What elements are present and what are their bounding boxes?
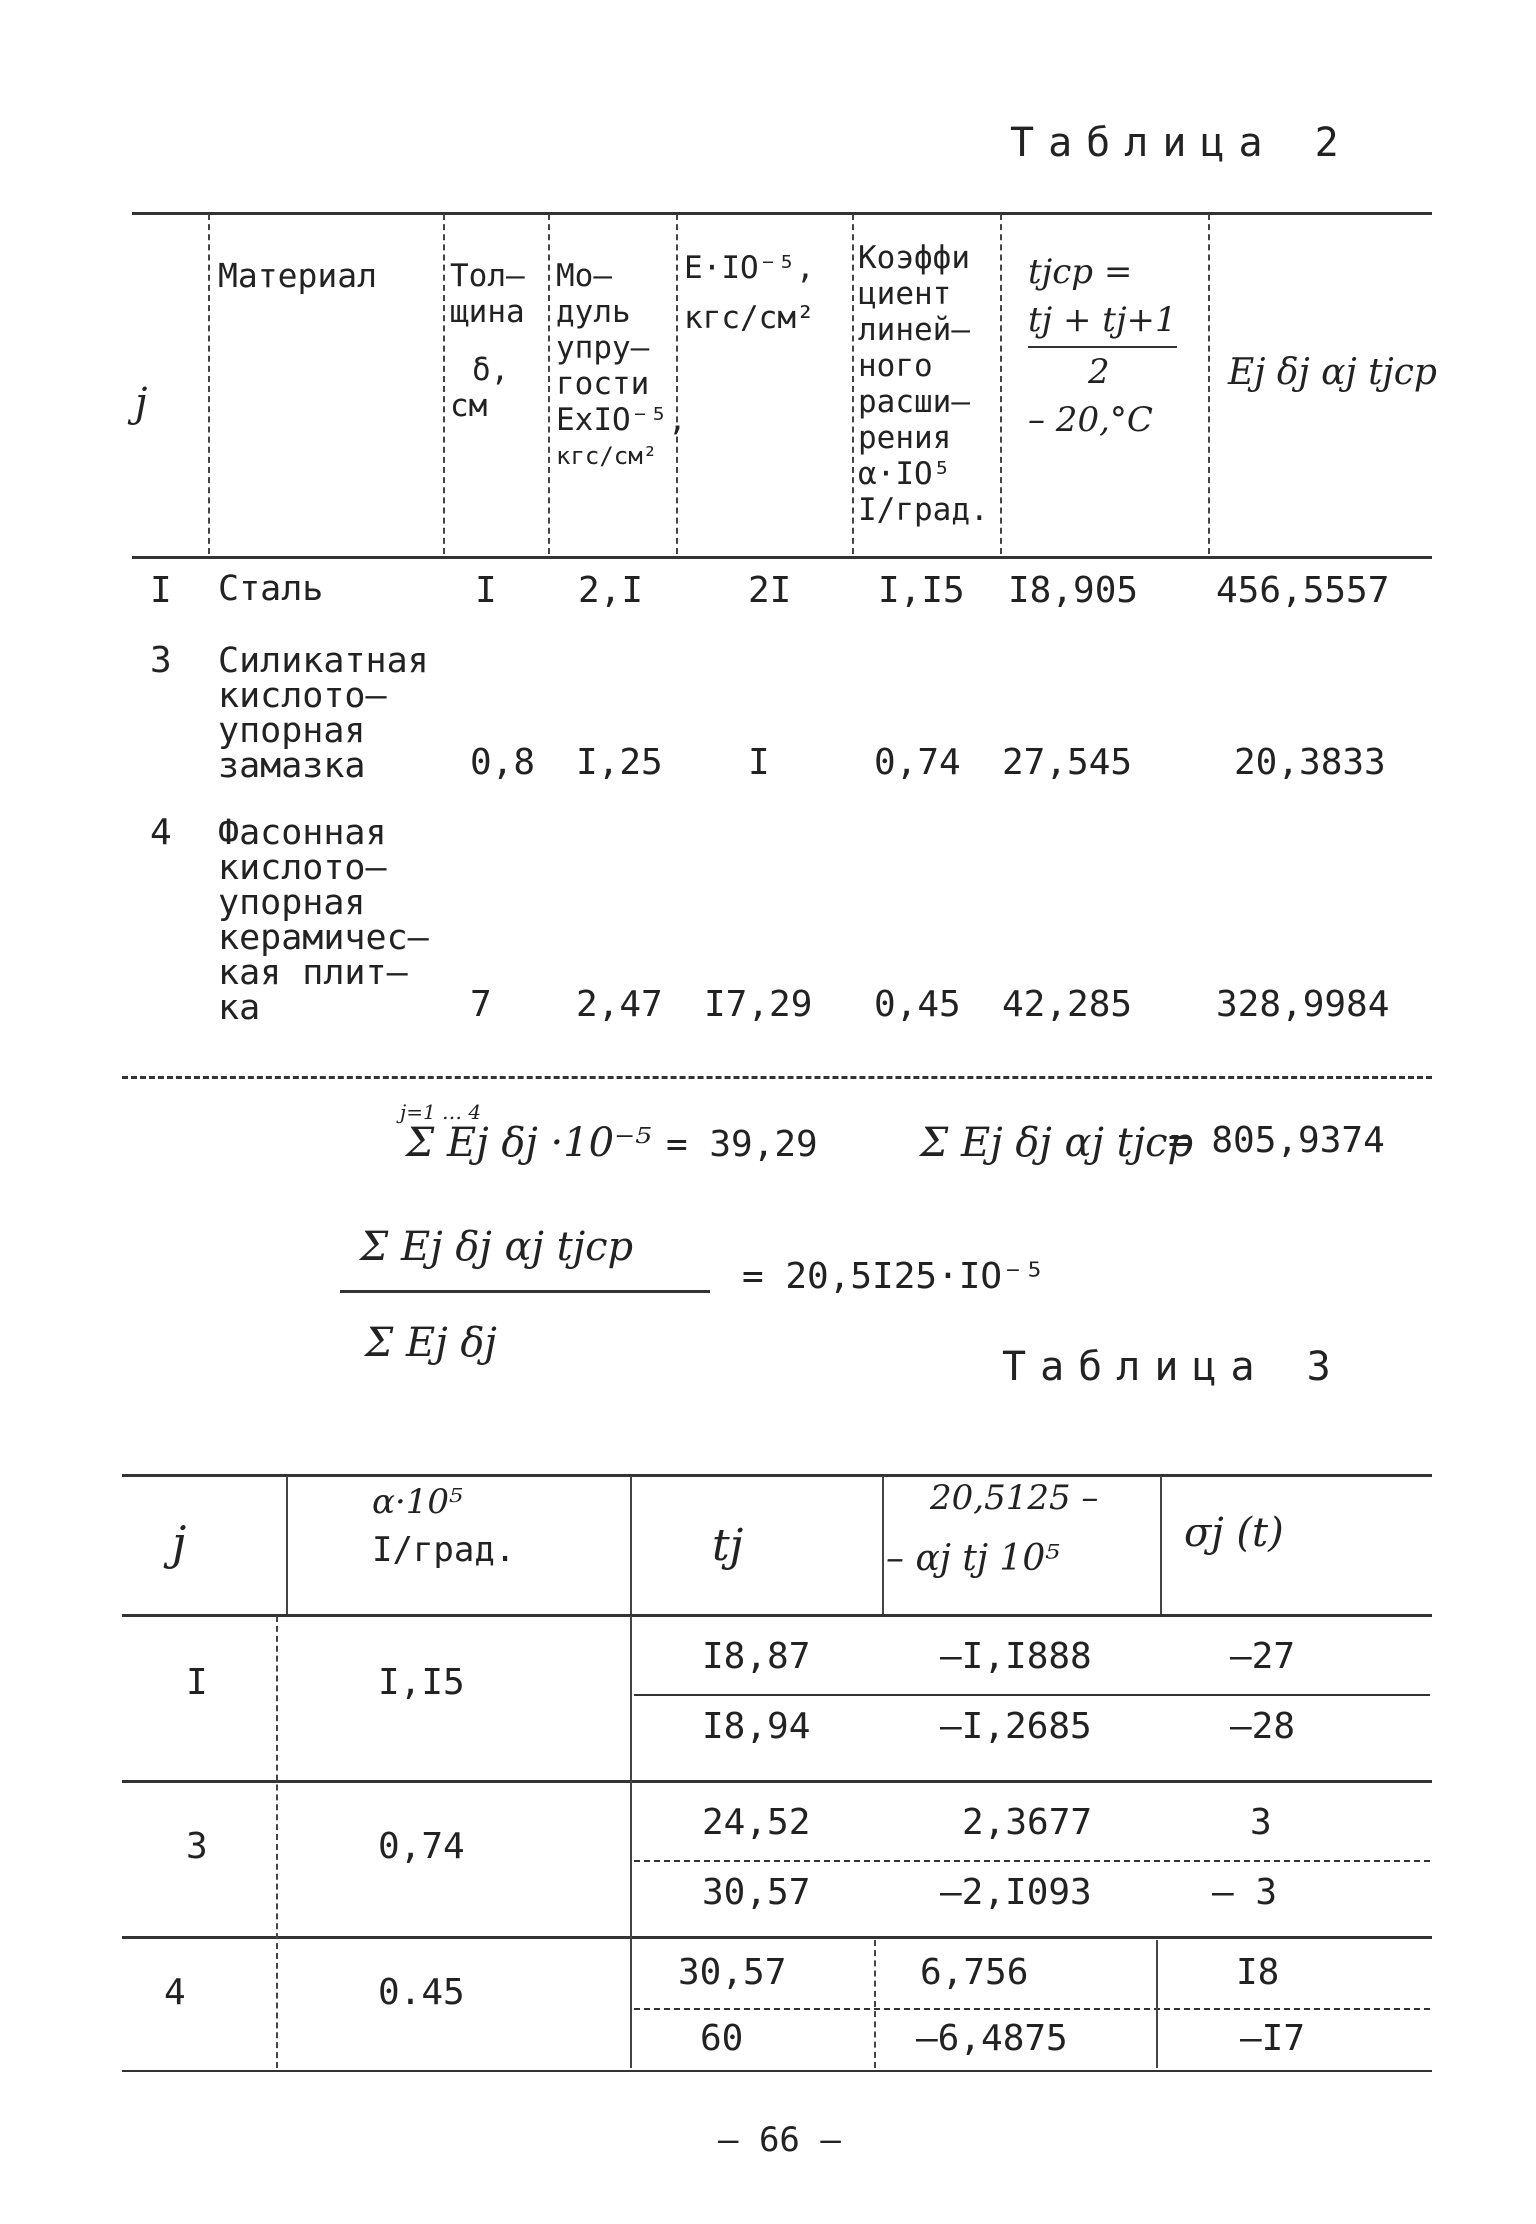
formula-ratio-denominator: Σ Ej δj bbox=[365, 1320, 497, 1366]
t2-cell-product: 456,5557 bbox=[1216, 570, 1390, 611]
formula-ratio-numerator: Σ Ej δj αj tjср bbox=[360, 1224, 634, 1270]
page-number: – 66 – bbox=[718, 2120, 841, 2160]
t3-cell-t: 30,57 bbox=[702, 1872, 811, 1913]
t3-cell-j: 4 bbox=[164, 1972, 186, 2013]
formula-sum-e-delta-alpha-t-value: = 805,9374 bbox=[1168, 1120, 1385, 1161]
table2-title: Таблица 2 bbox=[1010, 120, 1353, 166]
formula-sum-e-delta-value: = 39,29 bbox=[666, 1124, 818, 1165]
t2-cell-modulus: 2,I bbox=[578, 570, 644, 611]
t3-cell-sigma: –27 bbox=[1230, 1636, 1296, 1677]
table2-top-rule bbox=[132, 212, 1432, 215]
t2-header-thickness: Тол– щина δ, см bbox=[450, 258, 525, 424]
table3-col-divider bbox=[630, 1616, 632, 2068]
t3-header-diff-bottom: – αj tj 10⁵ bbox=[886, 1538, 1060, 1579]
t3-cell-diff: –6,4875 bbox=[916, 2018, 1068, 2059]
t3-cell-t: 60 bbox=[700, 2018, 744, 2059]
t3-cell-t: I8,87 bbox=[702, 1636, 811, 1677]
t2-header-e: E·IO⁻⁵, кгс/см² bbox=[684, 250, 815, 336]
t2-cell-tavg: 42,285 bbox=[1002, 984, 1133, 1025]
table2-col-divider bbox=[1208, 214, 1210, 554]
t2-cell-j: 4 bbox=[150, 812, 172, 853]
t2-cell-thickness: I bbox=[475, 570, 497, 611]
t2-cell-coefficient: I,I5 bbox=[878, 570, 965, 611]
t2-cell-modulus: I,25 bbox=[576, 742, 663, 783]
t2-cell-material: Силикатная кислото– упорная замазка bbox=[218, 641, 429, 786]
t2-cell-coefficient: 0,45 bbox=[874, 984, 961, 1025]
t3-row-divider bbox=[634, 1860, 1430, 1862]
formula-ratio-value: = 20,5I25·IO⁻⁵ bbox=[742, 1256, 1046, 1297]
t3-header-t: tj bbox=[712, 1520, 744, 1571]
sum-limits: j=1 … 4 bbox=[400, 1100, 482, 1124]
t3-cell-diff: 6,756 bbox=[920, 1952, 1029, 1993]
t2-header-product: Ej δj αj tjср bbox=[1228, 352, 1437, 393]
t3-cell-sigma: 3 bbox=[1250, 1802, 1272, 1843]
t2-header-material: Материал bbox=[218, 256, 377, 295]
t2-header-coefficient: Коэффи циент линей– ного расши– рения α·IO⁵ I/град. bbox=[858, 240, 989, 528]
t2-cell-coefficient: 0,74 bbox=[874, 742, 961, 783]
t2-cell-j: I bbox=[150, 570, 172, 611]
t2-cell-material: Фасонная кислото– упорная керамичес– кая плит– ка bbox=[218, 813, 429, 1028]
table3-header-rule bbox=[122, 1614, 1432, 1617]
t2-header-modulus: Мо– дуль упру– гости ExIO⁻⁵, кгс/см² bbox=[556, 258, 687, 470]
table2-bottom-rule bbox=[122, 1076, 1432, 1079]
t3-cell-diff: –I,2685 bbox=[940, 1706, 1092, 1747]
t2-cell-tavg: I8,905 bbox=[1008, 570, 1139, 611]
table2-col-divider bbox=[852, 214, 854, 554]
t2-cell-product: 328,9984 bbox=[1216, 984, 1390, 1025]
t3-cell-j: 3 bbox=[186, 1826, 208, 1867]
t3-header-j: j bbox=[172, 1516, 187, 1570]
table3-col-divider bbox=[882, 1476, 884, 1614]
t2-cell-j: 3 bbox=[150, 640, 172, 681]
t3-cell-j: I bbox=[186, 1662, 208, 1703]
t3-cell-diff: –2,I093 bbox=[940, 1872, 1092, 1913]
table2-col-divider bbox=[208, 214, 210, 554]
t3-cell-sigma: –28 bbox=[1230, 1706, 1296, 1747]
t3-cell-t: 24,52 bbox=[702, 1802, 811, 1843]
t3-cell-sigma: – 3 bbox=[1212, 1872, 1278, 1913]
t3-group-divider bbox=[122, 1936, 1432, 1939]
t2-cell-material: Сталь bbox=[218, 569, 324, 609]
formula-fraction-bar bbox=[340, 1290, 710, 1293]
t2-cell-e: I bbox=[748, 742, 770, 783]
t2-header-tavg: tjср = tj + tj+1 2 – 20,°C bbox=[1028, 252, 1177, 440]
formula-sum-e-delta-alpha-t: Σ Ej δj αj tjср bbox=[920, 1120, 1194, 1166]
t2-cell-thickness: 7 bbox=[470, 984, 492, 1025]
t2-cell-e: 2I bbox=[748, 570, 792, 611]
t3-cell-alpha: 0,74 bbox=[378, 1826, 465, 1867]
table2-col-divider bbox=[443, 214, 445, 554]
t2-cell-e: I7,29 bbox=[704, 984, 813, 1025]
table3-col-divider bbox=[276, 1616, 278, 2068]
table3-col-divider bbox=[1160, 1476, 1162, 1614]
t3-cell-t: 30,57 bbox=[678, 1952, 787, 1993]
t2-cell-modulus: 2,47 bbox=[576, 984, 663, 1025]
formula-sum-e-delta: Σ Ej δj ·10⁻⁵ bbox=[406, 1120, 652, 1166]
t3-row-divider bbox=[634, 1694, 1430, 1696]
t2-cell-product: 20,3833 bbox=[1234, 742, 1386, 783]
t3-cell-alpha: I,I5 bbox=[378, 1662, 465, 1703]
t3-header-alpha-unit: I/град. bbox=[372, 1530, 516, 1570]
table3-title: Таблица 3 bbox=[1002, 1344, 1345, 1390]
table3-col-divider bbox=[286, 1476, 288, 1614]
t3-cell-sigma: –I7 bbox=[1240, 2018, 1306, 2059]
t3-group-divider bbox=[122, 1780, 1432, 1783]
table3-col-divider bbox=[1156, 1940, 1158, 2068]
table3-bottom-rule bbox=[122, 2070, 1432, 2072]
t3-header-alpha: α·10⁵ bbox=[372, 1482, 463, 1522]
t3-cell-diff: –I,I888 bbox=[940, 1636, 1092, 1677]
t2-cell-thickness: 0,8 bbox=[470, 742, 536, 783]
table3-col-divider bbox=[874, 1940, 876, 2068]
t3-cell-alpha: 0.45 bbox=[378, 1972, 465, 2013]
t3-cell-sigma: I8 bbox=[1236, 1952, 1280, 1993]
t3-cell-t: I8,94 bbox=[702, 1706, 811, 1747]
t3-header-sigma: σj (t) bbox=[1184, 1510, 1284, 1556]
table3-top-rule bbox=[122, 1474, 1432, 1477]
t3-row-divider bbox=[634, 2008, 1430, 2010]
table2-col-divider bbox=[548, 214, 550, 554]
t3-header-diff-top: 20,5125 – bbox=[930, 1478, 1099, 1518]
table2-col-divider bbox=[1000, 214, 1002, 554]
t2-header-j: j bbox=[135, 380, 148, 426]
t3-cell-diff: 2,3677 bbox=[962, 1802, 1093, 1843]
table3-col-divider bbox=[630, 1476, 632, 1614]
table2-header-rule bbox=[132, 556, 1432, 559]
t2-cell-tavg: 27,545 bbox=[1002, 742, 1133, 783]
